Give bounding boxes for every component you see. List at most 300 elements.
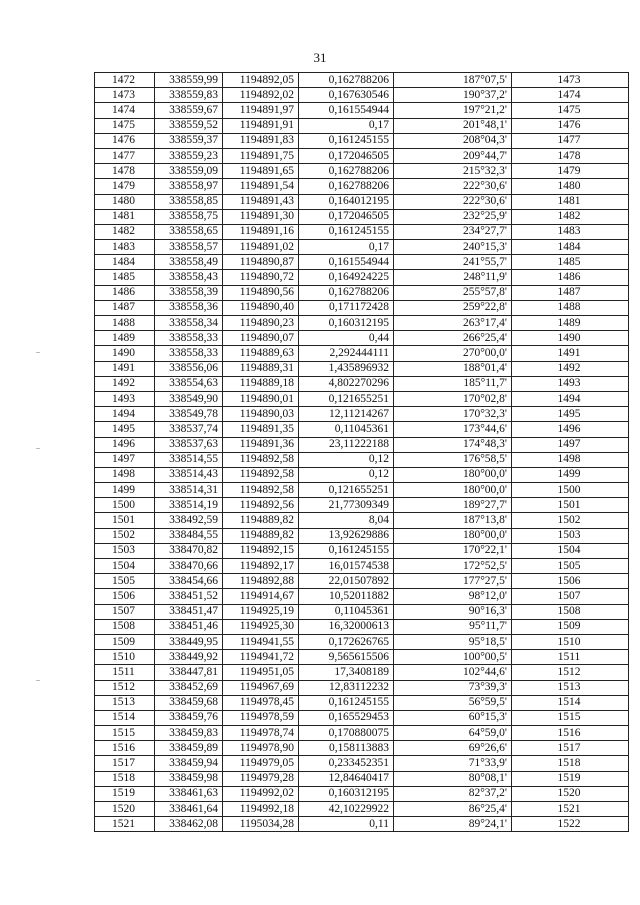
next-point-cell: 1493 <box>512 376 629 391</box>
bearing-cell: 248°11,9' <box>394 270 512 285</box>
y-coordinate-cell: 1194891,75 <box>223 148 299 163</box>
bearing-cell: 270°00,0' <box>394 346 512 361</box>
point-number-cell: 1477 <box>95 148 155 163</box>
x-coordinate-cell: 338537,74 <box>155 422 223 437</box>
table-row <box>95 710 629 725</box>
distance-cell: 0,12 <box>299 452 394 467</box>
y-coordinate-cell: 1194889,82 <box>223 528 299 543</box>
table-row <box>95 73 629 88</box>
table-row <box>95 604 629 619</box>
x-coordinate-cell: 338558,39 <box>155 285 223 300</box>
y-coordinate-cell: 1194891,91 <box>223 118 299 133</box>
distance-cell: 0,161554944 <box>299 255 394 270</box>
next-point-cell: 1487 <box>512 285 629 300</box>
next-point-cell: 1486 <box>512 270 629 285</box>
distance-cell: 0,11045361 <box>299 422 394 437</box>
next-point-cell: 1517 <box>512 741 629 756</box>
next-point-cell: 1474 <box>512 88 629 103</box>
table-row <box>95 118 629 133</box>
point-number-cell: 1493 <box>95 391 155 406</box>
point-number-cell: 1491 <box>95 361 155 376</box>
next-point-cell: 1492 <box>512 361 629 376</box>
bearing-cell: 170°32,3' <box>394 407 512 422</box>
table-row <box>95 680 629 695</box>
distance-cell: 0,17 <box>299 118 394 133</box>
table-row <box>95 240 629 255</box>
table-row <box>95 103 629 118</box>
y-coordinate-cell: 1194892,02 <box>223 88 299 103</box>
bearing-cell: 176°58,5' <box>394 452 512 467</box>
x-coordinate-cell: 338451,52 <box>155 589 223 604</box>
distance-cell: 17,3408189 <box>299 665 394 680</box>
x-coordinate-cell: 338558,36 <box>155 300 223 315</box>
point-number-cell: 1520 <box>95 802 155 817</box>
table-row <box>95 300 629 315</box>
x-coordinate-cell: 338484,55 <box>155 528 223 543</box>
next-point-cell: 1483 <box>512 224 629 239</box>
bearing-cell: 100°00,5' <box>394 650 512 665</box>
bearing-cell: 80°08,1' <box>394 771 512 786</box>
distance-cell: 23,11222188 <box>299 437 394 452</box>
point-number-cell: 1476 <box>95 133 155 148</box>
y-coordinate-cell: 1194892,05 <box>223 73 299 88</box>
x-coordinate-cell: 338461,64 <box>155 802 223 817</box>
next-point-cell: 1488 <box>512 300 629 315</box>
x-coordinate-cell: 338470,82 <box>155 543 223 558</box>
table-row <box>95 391 629 406</box>
distance-cell: 0,164924225 <box>299 270 394 285</box>
table-row <box>95 650 629 665</box>
distance-cell: 0,161554944 <box>299 103 394 118</box>
point-number-cell: 1503 <box>95 543 155 558</box>
margin-mark <box>36 448 40 449</box>
next-point-cell: 1476 <box>512 118 629 133</box>
x-coordinate-cell: 338459,89 <box>155 741 223 756</box>
table-row <box>95 194 629 209</box>
point-number-cell: 1500 <box>95 498 155 513</box>
next-point-cell: 1481 <box>512 194 629 209</box>
table-row <box>95 316 629 331</box>
distance-cell: 16,32000613 <box>299 619 394 634</box>
y-coordinate-cell: 1194889,31 <box>223 361 299 376</box>
distance-cell: 0,233452351 <box>299 756 394 771</box>
next-point-cell: 1502 <box>512 513 629 528</box>
next-point-cell: 1501 <box>512 498 629 513</box>
bearing-cell: 180°00,0' <box>394 528 512 543</box>
x-coordinate-cell: 338452,69 <box>155 680 223 695</box>
bearing-cell: 234°27,7' <box>394 224 512 239</box>
x-coordinate-cell: 338558,49 <box>155 255 223 270</box>
point-number-cell: 1473 <box>95 88 155 103</box>
table-row <box>95 133 629 148</box>
bearing-cell: 187°07,5' <box>394 73 512 88</box>
table-row <box>95 224 629 239</box>
next-point-cell: 1507 <box>512 589 629 604</box>
y-coordinate-cell: 1194941,55 <box>223 634 299 649</box>
table-row <box>95 164 629 179</box>
table-row <box>95 88 629 103</box>
distance-cell: 0,17 <box>299 240 394 255</box>
next-point-cell: 1485 <box>512 255 629 270</box>
y-coordinate-cell: 1194891,35 <box>223 422 299 437</box>
bearing-cell: 180°00,0' <box>394 483 512 498</box>
distance-cell: 1,435896932 <box>299 361 394 376</box>
bearing-cell: 170°22,1' <box>394 543 512 558</box>
distance-cell: 2,292444111 <box>299 346 394 361</box>
y-coordinate-cell: 1194941,72 <box>223 650 299 665</box>
point-number-cell: 1480 <box>95 194 155 209</box>
distance-cell: 0,162788206 <box>299 179 394 194</box>
x-coordinate-cell: 338514,43 <box>155 467 223 482</box>
point-number-cell: 1486 <box>95 285 155 300</box>
distance-cell: 0,161245155 <box>299 133 394 148</box>
x-coordinate-cell: 338449,92 <box>155 650 223 665</box>
point-number-cell: 1521 <box>95 817 155 832</box>
table-row <box>95 407 629 422</box>
y-coordinate-cell: 1194891,30 <box>223 209 299 224</box>
x-coordinate-cell: 338470,66 <box>155 559 223 574</box>
next-point-cell: 1500 <box>512 483 629 498</box>
x-coordinate-cell: 338459,76 <box>155 710 223 725</box>
y-coordinate-cell: 1194992,18 <box>223 802 299 817</box>
y-coordinate-cell: 1194892,58 <box>223 452 299 467</box>
distance-cell: 0,172626765 <box>299 634 394 649</box>
table-row <box>95 817 629 832</box>
x-coordinate-cell: 338559,67 <box>155 103 223 118</box>
x-coordinate-cell: 338559,37 <box>155 133 223 148</box>
table-row <box>95 665 629 680</box>
distance-cell: 12,84640417 <box>299 771 394 786</box>
x-coordinate-cell: 338559,99 <box>155 73 223 88</box>
y-coordinate-cell: 1194925,19 <box>223 604 299 619</box>
x-coordinate-cell: 338449,95 <box>155 634 223 649</box>
y-coordinate-cell: 1194978,59 <box>223 710 299 725</box>
distance-cell: 0,161245155 <box>299 543 394 558</box>
point-number-cell: 1511 <box>95 665 155 680</box>
y-coordinate-cell: 1194892,58 <box>223 467 299 482</box>
distance-cell: 12,11214267 <box>299 407 394 422</box>
y-coordinate-cell: 1194892,17 <box>223 559 299 574</box>
point-number-cell: 1516 <box>95 741 155 756</box>
point-number-cell: 1501 <box>95 513 155 528</box>
bearing-cell: 95°11,7' <box>394 619 512 634</box>
table-row <box>95 346 629 361</box>
distance-cell: 0,170880075 <box>299 726 394 741</box>
x-coordinate-cell: 338556,06 <box>155 361 223 376</box>
x-coordinate-cell: 338559,09 <box>155 164 223 179</box>
distance-cell: 0,44 <box>299 331 394 346</box>
point-number-cell: 1507 <box>95 604 155 619</box>
point-number-cell: 1509 <box>95 634 155 649</box>
table-row <box>95 483 629 498</box>
x-coordinate-cell: 338459,83 <box>155 726 223 741</box>
bearing-cell: 259°22,8' <box>394 300 512 315</box>
point-number-cell: 1518 <box>95 771 155 786</box>
y-coordinate-cell: 1194978,45 <box>223 695 299 710</box>
next-point-cell: 1520 <box>512 786 629 801</box>
point-number-cell: 1496 <box>95 437 155 452</box>
y-coordinate-cell: 1194914,67 <box>223 589 299 604</box>
bearing-cell: 60°15,3' <box>394 710 512 725</box>
bearing-cell: 177°27,5' <box>394 574 512 589</box>
bearing-cell: 240°15,3' <box>394 240 512 255</box>
table-row <box>95 422 629 437</box>
next-point-cell: 1478 <box>512 148 629 163</box>
bearing-cell: 190°37,2' <box>394 88 512 103</box>
y-coordinate-cell: 1194890,01 <box>223 391 299 406</box>
x-coordinate-cell: 338559,23 <box>155 148 223 163</box>
next-point-cell: 1475 <box>512 103 629 118</box>
point-number-cell: 1478 <box>95 164 155 179</box>
table-row <box>95 786 629 801</box>
distance-cell: 42,10229922 <box>299 802 394 817</box>
bearing-cell: 98°12,0' <box>394 589 512 604</box>
x-coordinate-cell: 338514,19 <box>155 498 223 513</box>
bearing-cell: 201°48,1' <box>394 118 512 133</box>
bearing-cell: 263°17,4' <box>394 316 512 331</box>
bearing-cell: 172°52,5' <box>394 559 512 574</box>
point-number-cell: 1502 <box>95 528 155 543</box>
point-number-cell: 1495 <box>95 422 155 437</box>
x-coordinate-cell: 338451,46 <box>155 619 223 634</box>
distance-cell: 0,164012195 <box>299 194 394 209</box>
bearing-cell: 102°44,6' <box>394 665 512 680</box>
y-coordinate-cell: 1194891,16 <box>223 224 299 239</box>
next-point-cell: 1508 <box>512 604 629 619</box>
x-coordinate-cell: 338459,68 <box>155 695 223 710</box>
y-coordinate-cell: 1194890,07 <box>223 331 299 346</box>
distance-cell: 0,165529453 <box>299 710 394 725</box>
bearing-cell: 197°21,2' <box>394 103 512 118</box>
x-coordinate-cell: 338558,33 <box>155 346 223 361</box>
bearing-cell: 56°59,5' <box>394 695 512 710</box>
table-row <box>95 574 629 589</box>
point-number-cell: 1512 <box>95 680 155 695</box>
x-coordinate-cell: 338454,66 <box>155 574 223 589</box>
table-row <box>95 589 629 604</box>
margin-mark <box>36 352 40 353</box>
y-coordinate-cell: 1194891,02 <box>223 240 299 255</box>
x-coordinate-cell: 338462,08 <box>155 817 223 832</box>
table-row <box>95 148 629 163</box>
next-point-cell: 1482 <box>512 209 629 224</box>
point-number-cell: 1498 <box>95 467 155 482</box>
bearing-cell: 185°11,7' <box>394 376 512 391</box>
next-point-cell: 1510 <box>512 634 629 649</box>
table-row <box>95 513 629 528</box>
bearing-cell: 241°55,7' <box>394 255 512 270</box>
next-point-cell: 1519 <box>512 771 629 786</box>
table-row <box>95 802 629 817</box>
bearing-cell: 189°27,7' <box>394 498 512 513</box>
bearing-cell: 266°25,4' <box>394 331 512 346</box>
bearing-cell: 173°44,6' <box>394 422 512 437</box>
y-coordinate-cell: 1194892,15 <box>223 543 299 558</box>
table-row <box>95 528 629 543</box>
x-coordinate-cell: 338554,63 <box>155 376 223 391</box>
point-number-cell: 1483 <box>95 240 155 255</box>
distance-cell: 0,171172428 <box>299 300 394 315</box>
table-row <box>95 331 629 346</box>
page-number: 31 <box>313 50 327 65</box>
next-point-cell: 1522 <box>512 817 629 832</box>
next-point-cell: 1521 <box>512 802 629 817</box>
table-row <box>95 726 629 741</box>
distance-cell: 0,12 <box>299 467 394 482</box>
x-coordinate-cell: 338558,65 <box>155 224 223 239</box>
point-number-cell: 1510 <box>95 650 155 665</box>
y-coordinate-cell: 1194890,40 <box>223 300 299 315</box>
point-number-cell: 1497 <box>95 452 155 467</box>
point-number-cell: 1506 <box>95 589 155 604</box>
distance-cell: 0,162788206 <box>299 164 394 179</box>
point-number-cell: 1488 <box>95 316 155 331</box>
next-point-cell: 1495 <box>512 407 629 422</box>
bearing-cell: 188°01,4' <box>394 361 512 376</box>
table-row <box>95 619 629 634</box>
next-point-cell: 1477 <box>512 133 629 148</box>
distance-cell: 21,77309349 <box>299 498 394 513</box>
bearing-cell: 222°30,6' <box>394 194 512 209</box>
x-coordinate-cell: 338559,52 <box>155 118 223 133</box>
next-point-cell: 1515 <box>512 710 629 725</box>
table-row <box>95 559 629 574</box>
y-coordinate-cell: 1194889,63 <box>223 346 299 361</box>
next-point-cell: 1509 <box>512 619 629 634</box>
distance-cell: 0,11 <box>299 817 394 832</box>
bearing-cell: 71°33,9' <box>394 756 512 771</box>
y-coordinate-cell: 1194891,65 <box>223 164 299 179</box>
bearing-cell: 209°44,7' <box>394 148 512 163</box>
distance-cell: 0,167630546 <box>299 88 394 103</box>
bearing-cell: 69°26,6' <box>394 741 512 756</box>
y-coordinate-cell: 1194979,05 <box>223 756 299 771</box>
x-coordinate-cell: 338558,97 <box>155 179 223 194</box>
next-point-cell: 1480 <box>512 179 629 194</box>
next-point-cell: 1498 <box>512 452 629 467</box>
point-number-cell: 1505 <box>95 574 155 589</box>
bearing-cell: 215°32,3' <box>394 164 512 179</box>
point-number-cell: 1482 <box>95 224 155 239</box>
next-point-cell: 1473 <box>512 73 629 88</box>
point-number-cell: 1487 <box>95 300 155 315</box>
distance-cell: 12,83112232 <box>299 680 394 695</box>
table-row <box>95 376 629 391</box>
table-row <box>95 695 629 710</box>
bearing-cell: 170°02,8' <box>394 391 512 406</box>
next-point-cell: 1503 <box>512 528 629 543</box>
next-point-cell: 1491 <box>512 346 629 361</box>
distance-cell: 0,161245155 <box>299 224 394 239</box>
point-number-cell: 1515 <box>95 726 155 741</box>
point-number-cell: 1475 <box>95 118 155 133</box>
point-number-cell: 1492 <box>95 376 155 391</box>
point-number-cell: 1490 <box>95 346 155 361</box>
bearing-cell: 64°59,0' <box>394 726 512 741</box>
next-point-cell: 1494 <box>512 391 629 406</box>
bearing-cell: 255°57,8' <box>394 285 512 300</box>
table-row <box>95 543 629 558</box>
x-coordinate-cell: 338514,55 <box>155 452 223 467</box>
coordinates-table-body <box>95 73 629 832</box>
point-number-cell: 1499 <box>95 483 155 498</box>
bearing-cell: 232°25,9' <box>394 209 512 224</box>
y-coordinate-cell: 1194967,69 <box>223 680 299 695</box>
distance-cell: 0,161245155 <box>299 695 394 710</box>
next-point-cell: 1516 <box>512 726 629 741</box>
x-coordinate-cell: 338492,59 <box>155 513 223 528</box>
y-coordinate-cell: 1194892,88 <box>223 574 299 589</box>
table-row <box>95 771 629 786</box>
table-row <box>95 179 629 194</box>
next-point-cell: 1499 <box>512 467 629 482</box>
table-row <box>95 452 629 467</box>
table-row <box>95 467 629 482</box>
distance-cell: 22,01507892 <box>299 574 394 589</box>
x-coordinate-cell: 338537,63 <box>155 437 223 452</box>
bearing-cell: 174°48,3' <box>394 437 512 452</box>
bearing-cell: 180°00,0' <box>394 467 512 482</box>
y-coordinate-cell: 1195034,28 <box>223 817 299 832</box>
x-coordinate-cell: 338559,83 <box>155 88 223 103</box>
x-coordinate-cell: 338558,34 <box>155 316 223 331</box>
next-point-cell: 1504 <box>512 543 629 558</box>
x-coordinate-cell: 338549,90 <box>155 391 223 406</box>
distance-cell: 9,565615506 <box>299 650 394 665</box>
next-point-cell: 1505 <box>512 559 629 574</box>
y-coordinate-cell: 1194978,90 <box>223 741 299 756</box>
y-coordinate-cell: 1194891,54 <box>223 179 299 194</box>
bearing-cell: 208°04,3' <box>394 133 512 148</box>
distance-cell: 0,160312195 <box>299 316 394 331</box>
table-row <box>95 285 629 300</box>
y-coordinate-cell: 1194892,58 <box>223 483 299 498</box>
bearing-cell: 90°16,3' <box>394 604 512 619</box>
table-row <box>95 255 629 270</box>
next-point-cell: 1518 <box>512 756 629 771</box>
distance-cell: 4,802270296 <box>299 376 394 391</box>
x-coordinate-cell: 338558,75 <box>155 209 223 224</box>
x-coordinate-cell: 338514,31 <box>155 483 223 498</box>
point-number-cell: 1514 <box>95 710 155 725</box>
point-number-cell: 1513 <box>95 695 155 710</box>
y-coordinate-cell: 1194889,18 <box>223 376 299 391</box>
table-row <box>95 209 629 224</box>
x-coordinate-cell: 338558,33 <box>155 331 223 346</box>
bearing-cell: 222°30,6' <box>394 179 512 194</box>
y-coordinate-cell: 1194978,74 <box>223 726 299 741</box>
y-coordinate-cell: 1194890,23 <box>223 316 299 331</box>
distance-cell: 0,162788206 <box>299 285 394 300</box>
point-number-cell: 1484 <box>95 255 155 270</box>
next-point-cell: 1496 <box>512 422 629 437</box>
distance-cell: 0,172046505 <box>299 209 394 224</box>
next-point-cell: 1490 <box>512 331 629 346</box>
y-coordinate-cell: 1194892,56 <box>223 498 299 513</box>
point-number-cell: 1472 <box>95 73 155 88</box>
y-coordinate-cell: 1194891,43 <box>223 194 299 209</box>
point-number-cell: 1474 <box>95 103 155 118</box>
next-point-cell: 1511 <box>512 650 629 665</box>
y-coordinate-cell: 1194890,03 <box>223 407 299 422</box>
point-number-cell: 1489 <box>95 331 155 346</box>
table-row <box>95 634 629 649</box>
point-number-cell: 1494 <box>95 407 155 422</box>
table-row <box>95 361 629 376</box>
y-coordinate-cell: 1194992,02 <box>223 786 299 801</box>
x-coordinate-cell: 338461,63 <box>155 786 223 801</box>
bearing-cell: 86°25,4' <box>394 802 512 817</box>
